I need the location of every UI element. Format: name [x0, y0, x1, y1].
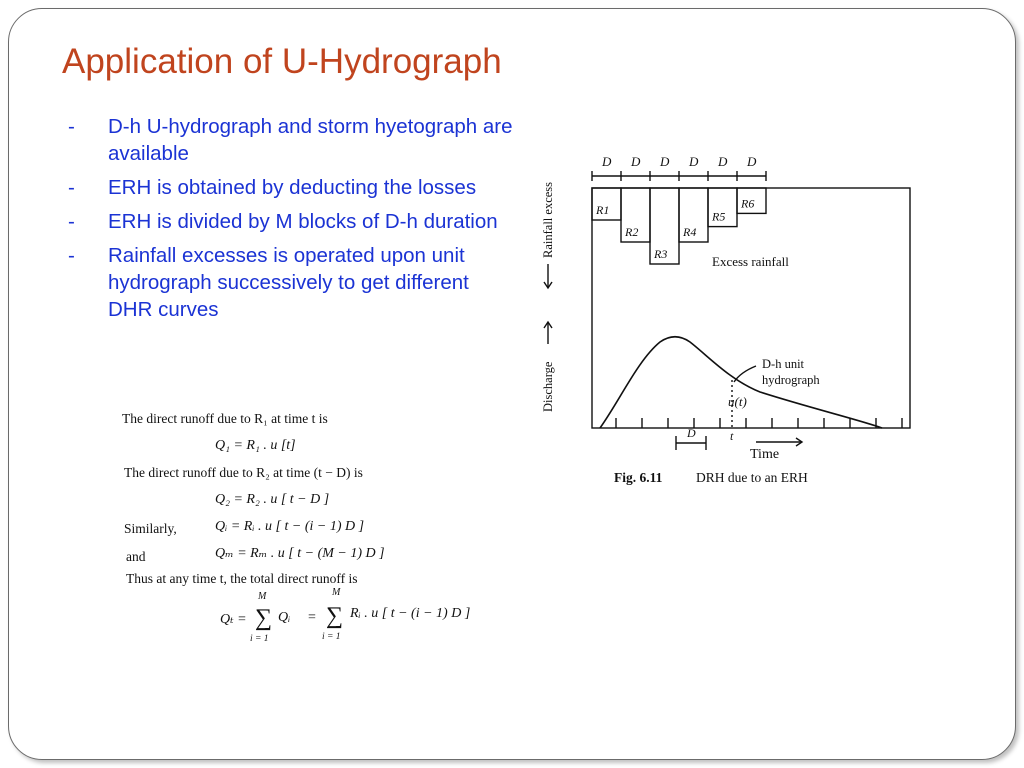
- d-labels: [601, 154, 757, 169]
- rain-blocks: [592, 188, 766, 264]
- equation-line-1: The direct runoff due to R₁ at time t is: [122, 411, 328, 426]
- and-label: and: [126, 549, 146, 564]
- sum-upper-1: M: [258, 591, 267, 602]
- unit-hydrograph-curve: [600, 337, 882, 428]
- bullet-text: D-h U-hydrograph and storm hyetograph are available: [108, 115, 513, 165]
- time-label: Time: [750, 447, 780, 462]
- bullet-text: ERH is obtained by deducting the losses: [108, 176, 477, 199]
- bullet-dash: -: [68, 210, 75, 233]
- discharge-axis-label: Discharge: [541, 361, 555, 412]
- sum-lhs: Qₜ =: [220, 612, 247, 627]
- bullet-item: [68, 174, 518, 201]
- figure-box: [592, 188, 910, 428]
- d-label: D: [718, 154, 728, 169]
- sum-term-1: Qᵢ: [278, 610, 291, 625]
- bullet-item: [68, 242, 518, 323]
- figure-caption-text: DRH due to an ERH: [696, 470, 808, 485]
- bullet-list: [68, 113, 518, 330]
- sum-term-2: Rᵢ . u [ t − (i − 1) D ]: [350, 606, 471, 621]
- rain-block-label: R5: [712, 209, 726, 224]
- figure-caption-number: Fig. 6.11: [614, 470, 663, 485]
- rainfall-axis-label: Rainfall excess: [541, 181, 555, 258]
- d-label: D: [660, 154, 670, 169]
- rain-block-label: R1: [596, 203, 610, 217]
- drh-figure: [520, 130, 940, 510]
- rain-block-label: R3: [654, 247, 668, 261]
- similarly-label: Similarly,: [124, 521, 177, 536]
- equation-qi: Qᵢ = Rᵢ . u [ t − (i − 1) D ]: [215, 519, 365, 534]
- bullet-text: ERH is divided by M blocks of D-h duration: [108, 210, 498, 233]
- bullet-dash: -: [68, 115, 75, 138]
- sum-upper-2: M: [332, 587, 341, 598]
- runoff-equations: [110, 395, 510, 655]
- excess-rainfall-label: Excess rainfall: [712, 254, 789, 269]
- d-label: D: [689, 154, 699, 169]
- time-ticks: [616, 418, 902, 428]
- d-span-label: D: [687, 426, 696, 440]
- rain-block-label: R4: [683, 225, 697, 239]
- sum-lower-1: i = 1: [250, 634, 269, 644]
- d-label: D: [631, 154, 641, 169]
- ut-label: u(t): [728, 394, 747, 409]
- bullet-dash: -: [68, 244, 75, 267]
- equation-line-2: The direct runoff due to R₂ at time (t − D) is: [124, 465, 363, 480]
- d-label: D: [747, 154, 757, 169]
- equation-q1: Q₁ = R₁ . u [t]: [215, 438, 296, 453]
- bullet-item: [68, 208, 518, 235]
- uh-label-line2: hydrograph: [762, 373, 820, 387]
- uh-label-line1: D-h unit: [762, 357, 805, 371]
- d-label: D: [602, 154, 612, 169]
- slide-title: Application of U-Hydrograph: [62, 42, 502, 81]
- bullet-text: Rainfall excesses is operated upon unit hydrograph successively to get different DHR curves: [108, 244, 469, 321]
- equation-qm: Qₘ = Rₘ . u [ t − (M − 1) D ]: [215, 546, 385, 561]
- sum-lower-2: i = 1: [322, 632, 341, 642]
- rain-block-labels: [595, 196, 754, 261]
- bullet-dash: -: [68, 176, 75, 199]
- rain-block-label: R6: [741, 196, 755, 211]
- sigma-icon-2: ∑: [326, 603, 344, 629]
- rain-block-label: R2: [625, 225, 639, 239]
- equation-q2: Q₂ = R₂ . u [ t − D ]: [215, 492, 330, 507]
- sum-equals: =: [308, 610, 316, 625]
- t-label: t: [730, 429, 734, 443]
- equation-line-3: Thus at any time t, the total direct runoff is: [126, 571, 358, 586]
- bullet-item: [68, 113, 518, 167]
- sigma-icon-1: ∑: [255, 605, 273, 631]
